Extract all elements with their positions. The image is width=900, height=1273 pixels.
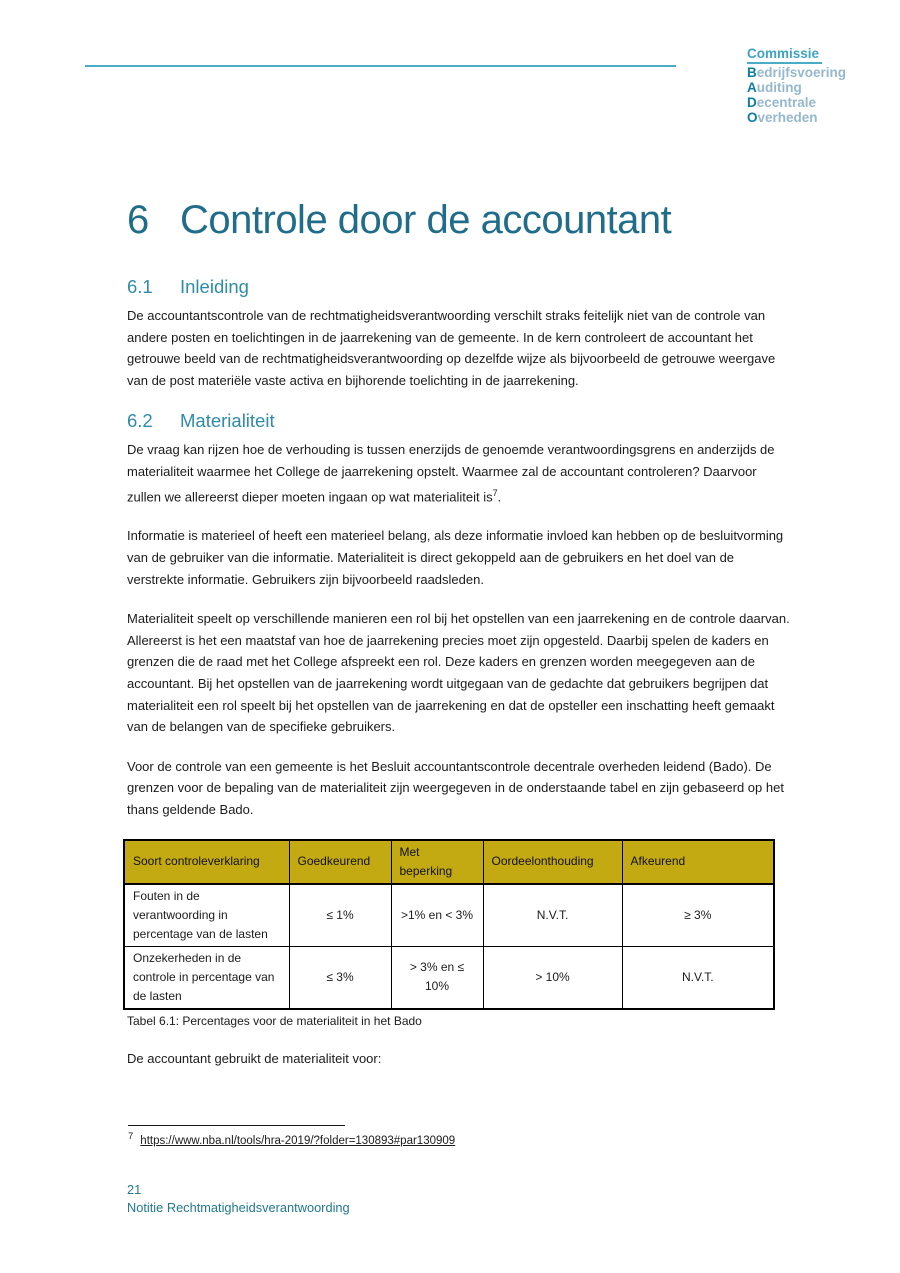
header-oordeelonthouding: Oordeelonthouding — [483, 840, 622, 884]
logo-rest-auditing: uditing — [756, 80, 802, 95]
cell-onzekerheden-met-beperking: > 3% en ≤ 10% — [391, 946, 483, 1009]
header-goedkeurend: Goedkeurend — [289, 840, 391, 884]
footnote-marker: 7 — [128, 1131, 134, 1142]
cell-fouten-met-beperking: >1% en < 3% — [391, 884, 483, 947]
footnote-separator — [128, 1125, 345, 1126]
header-met-beperking: Met beperking — [391, 840, 483, 884]
page-number: 21 — [127, 1182, 142, 1197]
logo-rest-overheden: verheden — [757, 110, 818, 125]
paragraph-text-end: . — [497, 488, 502, 504]
row-label-onzekerheden: Onzekerheden in de controle in percentage van de lasten — [124, 946, 289, 1009]
table-row-fouten — [124, 884, 774, 947]
materialiteit-table — [123, 839, 775, 1010]
logo-line-decentrale — [747, 95, 846, 110]
cell-fouten-oordeelonthouding: N.V.T. — [483, 884, 622, 947]
chapter-title — [127, 198, 791, 242]
section-number-6-1: 6.1 — [127, 276, 153, 297]
section-title-inleiding: Inleiding — [180, 276, 249, 297]
footnote-reference: 7 — [492, 487, 498, 498]
logo-line-overheden — [747, 110, 846, 125]
logo-rest-decentrale: ecentrale — [756, 95, 817, 110]
bado-logo — [747, 46, 846, 125]
chapter-number: 6 — [127, 198, 149, 242]
paragraph-after-table: De accountant gebruikt de materialiteit voor: — [127, 1050, 382, 1066]
chapter-title-text: Controle door de accountant — [180, 198, 672, 242]
paragraph-materialiteit-1 — [127, 439, 791, 507]
logo-line-bedrijfsvoering — [747, 65, 846, 80]
logo-commissie: Commissie — [747, 46, 822, 64]
paragraph-materialiteit-2: Informatie is materieel of heeft een materieel belang, als deze informatie invloed kan hebben op de besluitvorming van de gebruiker van die informatie. Materialiteit is direct gekoppeld aan de gebruikers en het doel van de verstrekte informatie. Gebruikers zijn bijvoorbeeld raadsleden. — [127, 528, 784, 587]
header-rule — [85, 65, 676, 67]
row-label-fouten: Fouten in de verantwoording in percentage van de lasten — [124, 884, 289, 947]
cell-onzekerheden-goedkeurend: ≤ 3% — [289, 946, 391, 1009]
logo-initial-a: A — [747, 80, 757, 95]
logo-line-auditing — [747, 80, 846, 95]
footnote-link[interactable]: https://www.nba.nl/tools/hra-2019/?folder=130893#par130909 — [140, 1134, 456, 1147]
page-footer — [127, 1181, 350, 1217]
paragraph-materialiteit-3: Materialiteit speelt op verschillende manieren een rol bij het opstellen van een jaarrekening en de controle daarvan. Allereerst is het een maatstaf van hoe de jaarrekening precies moet zijn opgesteld. Daarbij spelen de kaders en grenzen die de raad met het College afspreekt een rol. Deze kaders en grenzen worden meegegeven aan de accountant. Bij het opstellen van de jaarrekening wordt uitgegaan van de gedachte dat gebruikers begrijpen dat materialiteit een rol speelt bij het opstellen van de jaarrekening en dat de opsteller een inschatting heeft gemaakt van de belangen van de specifieke gebruikers. — [127, 611, 790, 735]
logo-initial-o: O — [747, 110, 758, 125]
logo-rest-bedrijfsvoering: edrijfsvoering — [756, 65, 847, 80]
document-name: Notitie Rechtmatigheidsverantwoording — [127, 1200, 350, 1215]
table-caption: Tabel 6.1: Percentages voor de materialiteit in het Bado — [127, 1013, 422, 1028]
section-heading-6-2 — [127, 409, 791, 433]
header-soort-controleverklaring: Soort controleverklaring — [124, 840, 289, 884]
document-content — [127, 198, 791, 1069]
section-heading-6-1 — [127, 275, 791, 299]
table-row-onzekerheden — [124, 946, 774, 1009]
section-number-6-2: 6.2 — [127, 410, 153, 432]
cell-fouten-goedkeurend: ≤ 1% — [289, 884, 391, 947]
cell-fouten-afkeurend: ≥ 3% — [622, 884, 774, 947]
paragraph-intro: De accountantscontrole van de rechtmatigheidsverantwoording verschilt straks feitelijk niet van de controle van andere posten en toelichtingen in de jaarrekening van de gemeente. In de kern controleert de accountant het getrouwe beeld van de rechtmatigheidsverantwoording op dezelfde wijze als bijvoorbeeld de getrouwe weergave van de post materiële vaste activa en bijhorende toelichting in de jaarrekening. — [127, 308, 776, 388]
logo-initial-b: B — [747, 65, 757, 80]
cell-onzekerheden-afkeurend: N.V.T. — [622, 946, 774, 1009]
cell-onzekerheden-oordeelonthouding: > 10% — [483, 946, 622, 1009]
logo-initial-d: D — [747, 95, 757, 110]
section-title-materialiteit: Materialiteit — [180, 410, 275, 432]
header-afkeurend: Afkeurend — [622, 840, 774, 884]
table-header-row — [124, 840, 774, 884]
paragraph-text: De vraag kan rijzen hoe de verhouding is tussen enerzijds de genoemde verantwoordingsgrens en anderzijds de materialiteit waarmee het College de jaarrekening opstelt. Waarmee zal de accountant controleren? Daarvoor zullen we allereerst dieper moeten ingaan op wat materialiteit is — [127, 442, 775, 504]
footnote — [128, 1131, 455, 1147]
paragraph-materialiteit-4: Voor de controle van een gemeente is het Besluit accountantscontrole decentrale overheden leidend (Bado). De grenzen voor de bepaling van de materialiteit zijn weergegeven in de onderstaande tabel en zijn gebaseerd op het thans geldende Bado. — [127, 758, 784, 818]
